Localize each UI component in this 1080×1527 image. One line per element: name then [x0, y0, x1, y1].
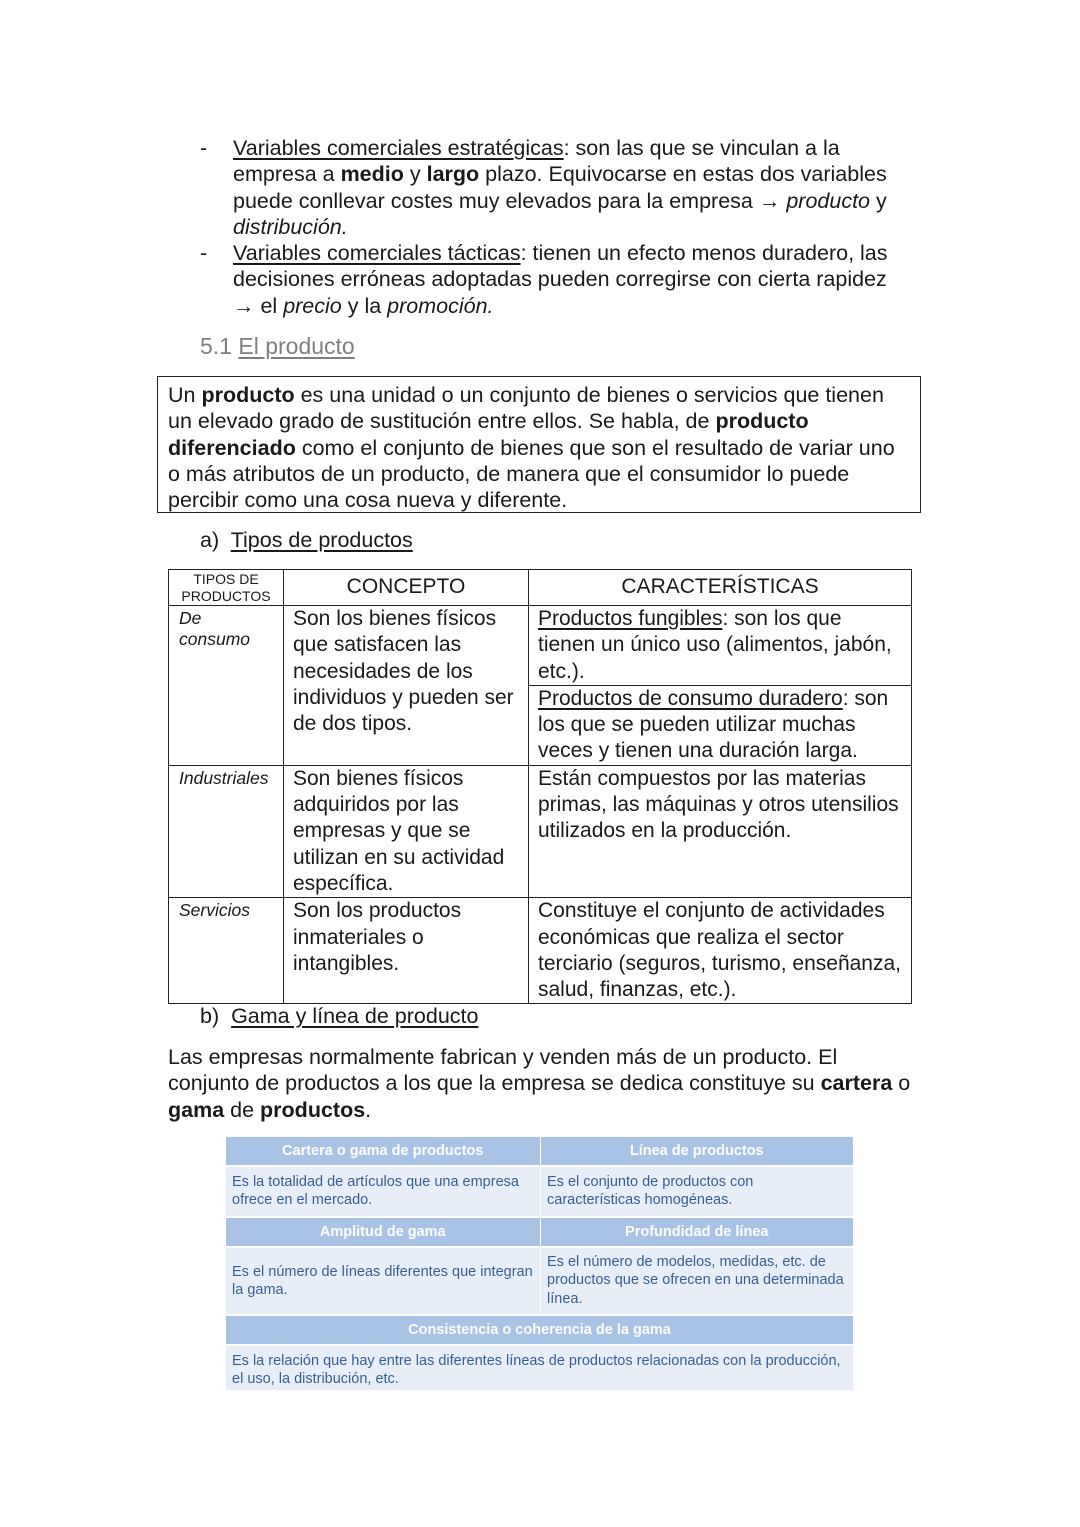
type-cell: De consumo — [169, 606, 284, 766]
subheading-types: a) Tipos de productos — [200, 528, 413, 552]
durable-item: Productos de consumo duradero: son los que se pueden utilizar muchas veces y tienen una duración larga. — [538, 686, 889, 763]
range-concepts-grid — [226, 1137, 853, 1390]
header-types: TIPOS DE PRODUCTOS — [169, 570, 284, 606]
product-types-table — [168, 569, 912, 1004]
characteristics-cell: Están compuestos por las materias primas, las máquinas y otros utensilios utilizados en la producción. — [529, 765, 912, 897]
subheading-range: b) Gama y línea de producto — [200, 1004, 479, 1028]
grid-header-consistencia: Consistencia o coherencia de la gama — [226, 1316, 853, 1344]
bullet-dash: - — [200, 241, 208, 265]
concept-cell: Son bienes físicos adquiridos por las empresas y que se utilizan en su actividad específica. — [284, 765, 529, 897]
grid-header-linea: Línea de productos — [540, 1137, 854, 1165]
concept-cell: Son los productos inmateriales o intangibles. — [284, 898, 529, 1004]
bullet-text: Variables comerciales tácticas: tienen un efecto menos duradero, las decisiones erróneas adoptadas pueden corregirse con cierta rapidez → el precio y la promoción. — [233, 241, 888, 318]
term: Variables comerciales estratégicas — [233, 136, 564, 160]
grid-header-cartera: Cartera o gama de productos — [226, 1137, 540, 1165]
section-title: El producto — [238, 333, 355, 359]
subheading-title: Gama y línea de producto — [231, 1004, 479, 1028]
section-number: 5.1 — [200, 333, 232, 359]
grid-header-amplitud: Amplitud de gama — [226, 1218, 540, 1246]
grid-cell-cartera: Es la totalidad de artículos que una empresa ofrece en el mercado. — [226, 1167, 540, 1216]
bullet-strategic — [0, 135, 1080, 240]
characteristics-cell: Constituye el conjunto de actividades económicas que realiza el sector terciario (seguros, turismo, enseñanza, salud, finanzas, etc.). — [529, 898, 912, 1004]
grid-cell-linea: Es el conjunto de productos con características homogéneas. — [540, 1167, 853, 1216]
concept-cell: Son los bienes físicos que satisfacen las necesidades de los individuos y pueden ser de dos tipos. — [284, 606, 529, 766]
header-concept: CONCEPTO — [284, 570, 529, 606]
bullet-tactical — [0, 240, 1080, 320]
section-heading — [200, 333, 355, 360]
type-cell: Servicios — [169, 898, 284, 1004]
bullet-dash: - — [200, 136, 208, 160]
portfolio-paragraph: Las empresas normalmente fabrican y venden más de un producto. El conjunto de productos a los que la empresa se dedica constituye su cartera o gama de productos. — [168, 1045, 911, 1122]
grid-cell-amplitud: Es el número de líneas diferentes que integran la gama. — [226, 1248, 540, 1314]
fungible-item: Productos fungibles: son los que tienen un único uso (alimentos, jabón, etc.). — [529, 606, 911, 686]
characteristics-cell — [529, 606, 912, 766]
table-row — [169, 606, 912, 766]
table-row — [169, 765, 912, 897]
header-characteristics: CARACTERÍSTICAS — [529, 570, 912, 606]
type-cell: Industriales — [169, 765, 284, 897]
subheading-title: Tipos de productos — [230, 528, 413, 552]
grid-cell-consistencia: Es la relación que hay entre las diferentes líneas de productos relacionadas con la producción, el uso, la distribución, etc. — [226, 1346, 853, 1390]
table-row — [169, 898, 912, 1004]
table-header-row — [169, 570, 912, 606]
grid-header-profundidad: Profundidad de línea — [540, 1218, 854, 1246]
grid-cell-profundidad: Es el número de modelos, medidas, etc. de productos que se ofrecen en una determinada línea. — [540, 1248, 853, 1314]
definition-box: Un producto es una unidad o un conjunto de bienes o servicios que tienen un elevado grado de sustitución entre ellos. Se habla, de producto diferenciado como el conjunto de bienes que son el resultado de variar uno o más atributos de un producto, de manera que el consumidor lo puede percibir como una cosa nueva y diferente. — [157, 376, 921, 513]
term: Variables comerciales tácticas — [233, 241, 521, 265]
bullet-text: Variables comerciales estratégicas: son las que se vinculan a la empresa a medio y largo plazo. Equivocarse en estas dos variables puede conllevar costes muy elevados para la empresa → producto y distribución. — [233, 136, 887, 239]
